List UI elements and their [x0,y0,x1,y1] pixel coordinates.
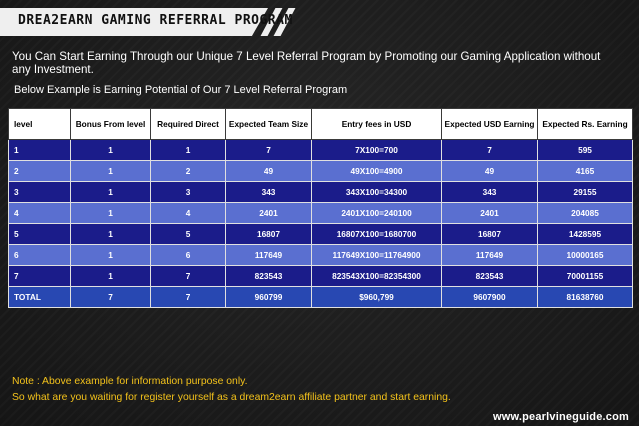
cell-entry-fees: 7X100=700 [312,140,442,161]
table-row [9,266,633,287]
table-total-row [9,287,633,308]
table-row [9,245,633,266]
cell-direct: 7 [151,266,226,287]
cell-level: 3 [9,182,71,203]
cell-rs-earning: 29155 [538,182,633,203]
cell-total-label: TOTAL [9,287,71,308]
table-row [9,224,633,245]
header-rs-earning: Expected Rs. Earning [538,109,633,140]
cell-rs-earning: 204085 [538,203,633,224]
cell-usd-earning: 823543 [442,266,538,287]
header-level: level [9,109,71,140]
cell-team-size: 49 [226,161,312,182]
header-bonus: Bonus From level [71,109,151,140]
cell-direct: 4 [151,203,226,224]
cell-entry-fees: 16807X100=1680700 [312,224,442,245]
cell-level: 7 [9,266,71,287]
cell-usd-earning: 117649 [442,245,538,266]
cell-direct: 1 [151,140,226,161]
cell-bonus: 1 [71,140,151,161]
cell-team-size: 823543 [226,266,312,287]
cell-bonus: 1 [71,245,151,266]
cell-level: 5 [9,224,71,245]
cell-total-direct: 7 [151,287,226,308]
cell-entry-fees: 117649X100=11764900 [312,245,442,266]
cell-direct: 6 [151,245,226,266]
cell-bonus: 1 [71,161,151,182]
header-entry-fees: Entry fees in USD [312,109,442,140]
cell-level: 1 [9,140,71,161]
cell-bonus: 1 [71,182,151,203]
cell-total-rs-earning: 81638760 [538,287,633,308]
cell-total-usd-earning: 9607900 [442,287,538,308]
cell-usd-earning: 49 [442,161,538,182]
cell-level: 6 [9,245,71,266]
intro-text: You Can Start Earning Through our Unique 7 Level Referral Program by Promoting our Gaming Application without any Investment. [12,50,601,76]
cell-total-entry-fees: $960,799 [312,287,442,308]
cell-direct: 5 [151,224,226,245]
cell-entry-fees: 823543X100=82354300 [312,266,442,287]
cell-total-bonus: 7 [71,287,151,308]
disclaimer-note: Note : Above example for information purpose only. [12,376,248,387]
cell-bonus: 1 [71,224,151,245]
header-usd-earning: Expected USD Earning [442,109,538,140]
cell-usd-earning: 343 [442,182,538,203]
cell-rs-earning: 595 [538,140,633,161]
cell-entry-fees: 2401X100=240100 [312,203,442,224]
table-header-row [9,109,633,140]
referral-table [8,108,633,308]
header-direct: Required Direct [151,109,226,140]
page-title: DREA2EARN GAMING REFERRAL PROGRAM [18,13,293,28]
cell-usd-earning: 7 [442,140,538,161]
cell-team-size: 343 [226,182,312,203]
example-heading: Below Example is Earning Potential of Our 7 Level Referral Program [14,84,348,96]
cell-total-team-size: 960799 [226,287,312,308]
cell-team-size: 2401 [226,203,312,224]
call-to-action-text: So what are you waiting for register yourself as a dream2earn affiliate partner and start earning. [12,392,451,403]
cell-usd-earning: 2401 [442,203,538,224]
cell-bonus: 1 [71,203,151,224]
cell-team-size: 16807 [226,224,312,245]
header-team-size: Expected Team Size [226,109,312,140]
cell-direct: 3 [151,182,226,203]
cell-level: 4 [9,203,71,224]
cell-rs-earning: 10000165 [538,245,633,266]
table-row [9,182,633,203]
site-watermark: www.pearlvineguide.com [492,411,629,423]
cell-entry-fees: 343X100=34300 [312,182,442,203]
table-row [9,140,633,161]
cell-team-size: 117649 [226,245,312,266]
cell-team-size: 7 [226,140,312,161]
cell-rs-earning: 4165 [538,161,633,182]
cell-rs-earning: 70001155 [538,266,633,287]
cell-direct: 2 [151,161,226,182]
cell-usd-earning: 16807 [442,224,538,245]
cell-rs-earning: 1428595 [538,224,633,245]
cell-entry-fees: 49X100=4900 [312,161,442,182]
cell-bonus: 1 [71,266,151,287]
table-row [9,161,633,182]
table-row [9,203,633,224]
cell-level: 2 [9,161,71,182]
